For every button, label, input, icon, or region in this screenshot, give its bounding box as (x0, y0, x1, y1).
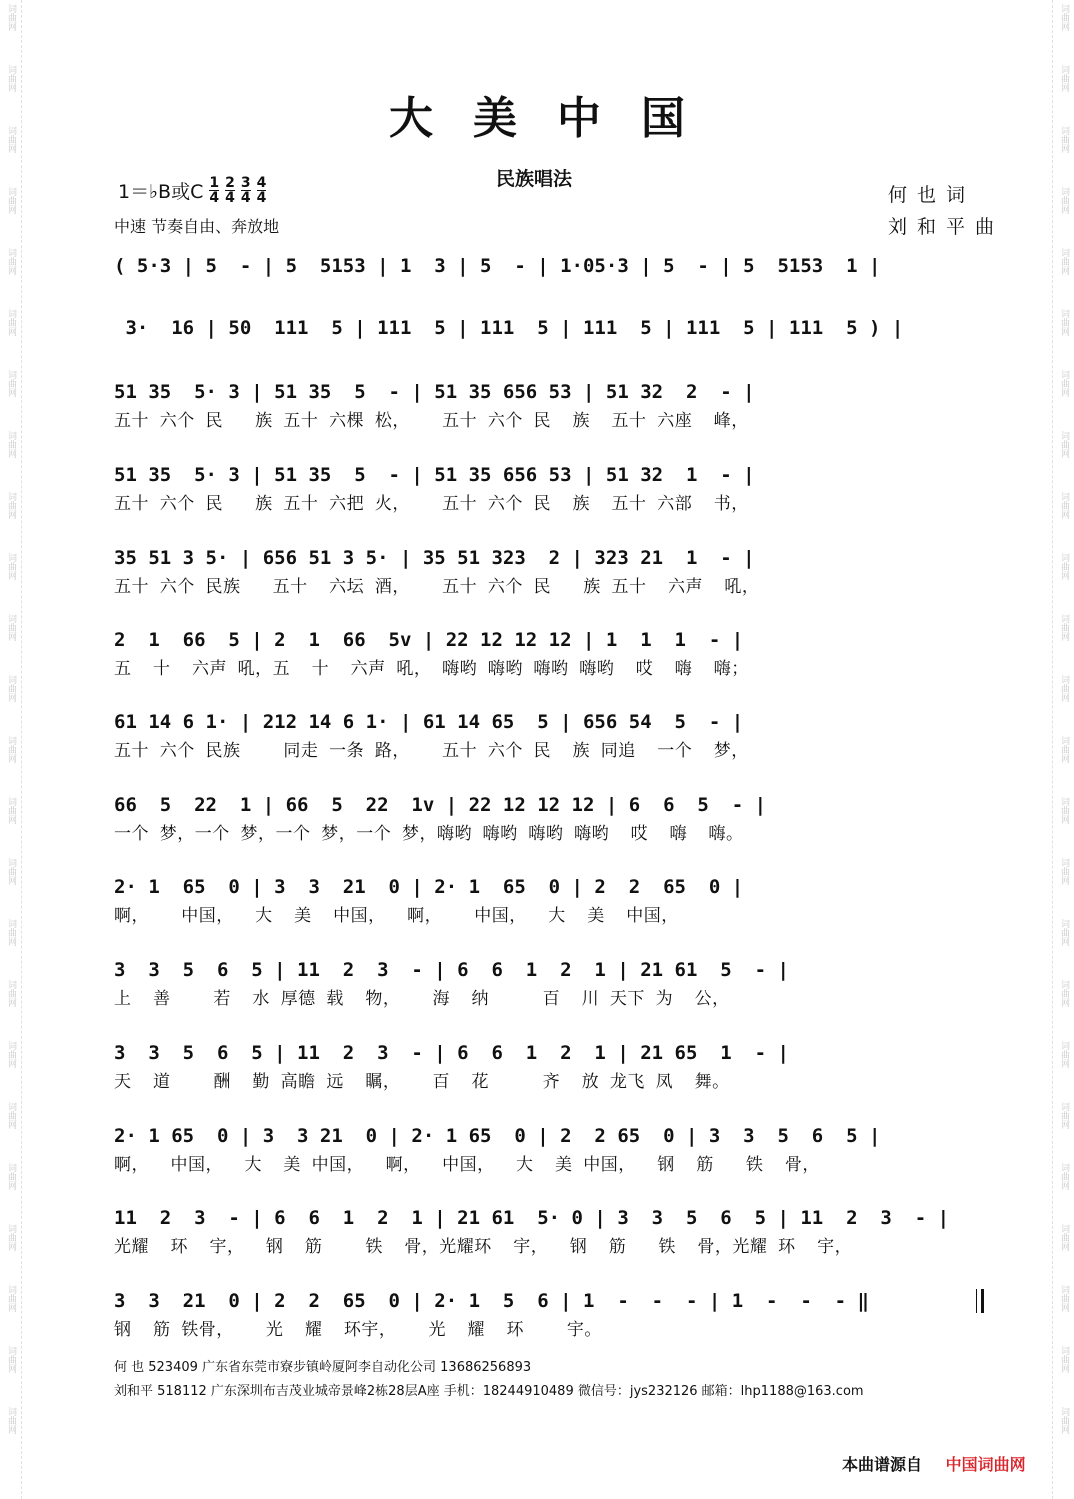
beam-line (114, 902, 984, 903)
watermark-text: 词曲网 (1059, 370, 1069, 397)
watermark-text: 词曲网 (1059, 858, 1069, 885)
beam-line (114, 407, 984, 408)
watermark-text: 词曲网 (1059, 736, 1069, 763)
lyric-line: 天 道 酬 勤 高瞻 远 瞩， 百 花 齐 放 龙飞 凤 舞。 (114, 1072, 730, 1092)
beam-line (114, 1316, 984, 1317)
score-system (114, 254, 984, 278)
beam-line (114, 343, 984, 344)
watermark-text: 词曲网 (1059, 553, 1069, 580)
watermark-text: 词曲网 (1059, 1407, 1069, 1434)
watermark-text: 词曲网 (1059, 1041, 1069, 1068)
watermark-text: 词曲网 (1059, 1285, 1069, 1312)
notation-line: 3 3 5 6 5 | 11 2 3 - | 6 6 1 2 1 | 21 65 1 - | (114, 1042, 789, 1064)
watermark-text: 词曲网 (6, 919, 16, 946)
beam-line (114, 985, 984, 986)
beam-line (114, 655, 984, 656)
watermark-text: 词曲网 (1059, 797, 1069, 824)
watermark-text: 词曲网 (6, 1407, 16, 1434)
watermark-text: 词曲网 (6, 248, 16, 275)
notation-line: 11 2 3 - | 6 6 1 2 1 | 21 61 5· 0 | 3 3 5 6 5 | 11 2 3 - | (114, 1207, 950, 1229)
notation-line: 3 3 21 0 | 2 2 65 0 | 2· 1 5 6 | 1 - - - | 1 - - - ‖ (114, 1290, 869, 1312)
lyric-line: 五十 六个 民族 五十 六坛 酒， 五十 六个 民 族 五十 六声 吼， (114, 577, 760, 597)
meter-3: $\frac{3}{4}$ (240, 175, 251, 206)
lyric-line: 五十 六个 民 族 五十 六把 火， 五十 六个 民 族 五十 六部 书， (114, 494, 749, 514)
lyric-line: 一个 梦，一个 梦，一个 梦，一个 梦，嗨哟 嗨哟 嗨哟 嗨哟 哎 嗨 嗨。 (114, 824, 744, 844)
score-system (114, 380, 984, 432)
watermark-text: 词曲网 (1059, 431, 1069, 458)
watermark-text: 词曲网 (6, 1224, 16, 1251)
watermark-text: 词曲网 (6, 980, 16, 1007)
watermark-text: 词曲网 (6, 614, 16, 641)
score-system (114, 628, 984, 680)
watermark-text: 词曲网 (6, 553, 16, 580)
beam-line (114, 1233, 984, 1234)
notation-line: 66 5 22 1 | 66 5 22 1v | 22 12 12 12 | 6 6 5 - | (114, 794, 767, 816)
meter-1: $\frac{1}{4}$ (209, 175, 220, 206)
watermark-text: 词曲网 (1059, 126, 1069, 153)
key-text: 1＝♭B或C (118, 181, 204, 203)
watermark-text: 词曲网 (6, 858, 16, 885)
score-system (114, 1206, 984, 1258)
notation-line: 51 35 5· 3 | 51 35 5 - | 51 35 656 53 | 51 32 1 - | (114, 464, 755, 486)
watermark-text: 词曲网 (6, 187, 16, 214)
lyric-line: 五十 六个 民族 同走 一条 路， 五十 六个 民 族 同追 一个 梦， (114, 741, 749, 761)
beam-line (114, 490, 984, 491)
notation-line: 3· 16 | 50 111 5 | 111 5 | 111 5 | 111 5 | 111 5 | 111 5 ) | (114, 317, 904, 339)
beam-line (114, 820, 984, 821)
footer-contact-lyricist: 何 也 523409 广东省东莞市寮步镇岭厦阿李自动化公司 13686256893 (114, 1360, 532, 1375)
source-label: 本曲谱源自 (842, 1455, 923, 1474)
final-barline (976, 1289, 984, 1313)
lyricist-credit: 何也词 (888, 184, 976, 206)
watermark-text: 词曲网 (6, 126, 16, 153)
watermark-text: 词曲网 (6, 1346, 16, 1373)
beam-line (114, 1151, 984, 1152)
song-subtitle: 民族唱法 (496, 168, 573, 190)
footer-contact-composer: 刘和平 518112 广东深圳布吉茂业城帝景峰2栋28层A座 手机：18244910489 微信号：jys232126 邮箱：lhp1188@163.com (114, 1384, 864, 1399)
watermark-text: 词曲网 (1059, 614, 1069, 641)
notation-line: 2· 1 65 0 | 3 3 21 0 | 2· 1 65 0 | 2 2 65 0 | (114, 876, 744, 898)
watermark-text: 词曲网 (1059, 675, 1069, 702)
composer-credit: 刘和平曲 (888, 216, 1005, 238)
notation-line: 2· 1 65 0 | 3 3 21 0 | 2· 1 65 0 | 2 2 65 0 | 3 3 5 6 5 | (114, 1125, 881, 1147)
watermark-text: 词曲网 (6, 1102, 16, 1129)
source-brand[interactable]: 中国词曲网 (945, 1455, 1026, 1474)
score-system (114, 875, 984, 927)
watermark-text: 词曲网 (1059, 248, 1069, 275)
key-signature (118, 176, 266, 205)
watermark-text: 词曲网 (1059, 4, 1069, 31)
notation-line: 51 35 5· 3 | 51 35 5 - | 51 35 656 53 | 51 32 2 - | (114, 381, 755, 403)
right-watermark-strip (1052, 0, 1074, 1499)
watermark-text: 词曲网 (6, 309, 16, 336)
beam-line (114, 281, 984, 282)
watermark-text: 词曲网 (1059, 919, 1069, 946)
score-system (114, 958, 984, 1010)
score-system (114, 546, 984, 598)
lyric-line: 光耀 环 宇， 钢 筋 铁 骨，光耀环 宇， 钢 筋 铁 骨，光耀 环 宇， (114, 1237, 853, 1257)
notation-line: 2 1 66 5 | 2 1 66 5v | 22 12 12 12 | 1 1 1 - | (114, 629, 744, 651)
watermark-text: 词曲网 (1059, 65, 1069, 92)
lyric-line: 啊， 中国， 大 美 中国， 啊， 中国， 大 美 中国， (114, 906, 679, 926)
watermark-text: 词曲网 (6, 370, 16, 397)
song-title: 大美中国 (389, 93, 725, 144)
watermark-text: 词曲网 (6, 431, 16, 458)
watermark-text: 词曲网 (1059, 1102, 1069, 1129)
watermark-text: 词曲网 (6, 675, 16, 702)
lyric-line: 啊， 中国， 大 美 中国， 啊， 中国， 大 美 中国， 钢 筋 铁 骨， (114, 1155, 820, 1175)
beam-line (114, 1068, 984, 1069)
beam-line (114, 737, 984, 738)
score-system (114, 710, 984, 762)
score-system (114, 463, 984, 515)
lyric-line: 上 善 若 水 厚德 载 物， 海 纳 百 川 天下 为 公， (114, 989, 730, 1009)
watermark-text: 词曲网 (1059, 980, 1069, 1007)
tempo-marking: 中速 节奏自由、奔放地 (114, 217, 280, 236)
score-system (114, 1124, 984, 1176)
meter-2: $\frac{2}{4}$ (225, 175, 235, 206)
lyric-line: 五十 六个 民 族 五十 六棵 松， 五十 六个 民 族 五十 六座 峰， (114, 411, 749, 431)
score-system (114, 1041, 984, 1093)
watermark-text: 词曲网 (1059, 1163, 1069, 1190)
notation-line: 3 3 5 6 5 | 11 2 3 - | 6 6 1 2 1 | 21 61 5 - | (114, 959, 789, 981)
watermark-text: 词曲网 (6, 736, 16, 763)
notation-line: ( 5·3 | 5 - | 5 5153 | 1 3 | 5 - | 1·05·3 | 5 - | 5 5153 1 | (114, 255, 881, 277)
notation-line: 35 51 3 5· | 656 51 3 5· | 35 51 323 2 | 323 21 1 - | (114, 547, 755, 569)
watermark-text: 词曲网 (1059, 1224, 1069, 1251)
watermark-text: 词曲网 (6, 797, 16, 824)
score-system (114, 316, 984, 340)
watermark-text: 词曲网 (6, 1163, 16, 1190)
score-system (114, 1289, 984, 1341)
watermark-text: 词曲网 (1059, 492, 1069, 519)
source-credit (842, 1452, 1026, 1475)
watermark-text: 词曲网 (6, 1285, 16, 1312)
watermark-text: 词曲网 (6, 492, 16, 519)
score-system (114, 793, 984, 845)
lyric-line: 五 十 六声 吼，五 十 六声 吼， 嗨哟 嗨哟 嗨哟 嗨哟 哎 嗨 嗨； (114, 659, 749, 679)
watermark-text: 词曲网 (6, 4, 16, 31)
left-watermark-strip (0, 0, 22, 1499)
watermark-text: 词曲网 (6, 1041, 16, 1068)
watermark-text: 词曲网 (6, 65, 16, 92)
notation-line: 61 14 6 1· | 212 14 6 1· | 61 14 65 5 | 656 54 5 - | (114, 711, 744, 733)
watermark-text: 词曲网 (1059, 187, 1069, 214)
meter-4: $\frac{4}{4}$ (256, 175, 267, 206)
watermark-text: 词曲网 (1059, 309, 1069, 336)
watermark-text: 词曲网 (1059, 1346, 1069, 1373)
lyric-line: 钢 筋 铁骨， 光 耀 环宇， 光 耀 环 宇。 (114, 1320, 602, 1340)
beam-line (114, 573, 984, 574)
